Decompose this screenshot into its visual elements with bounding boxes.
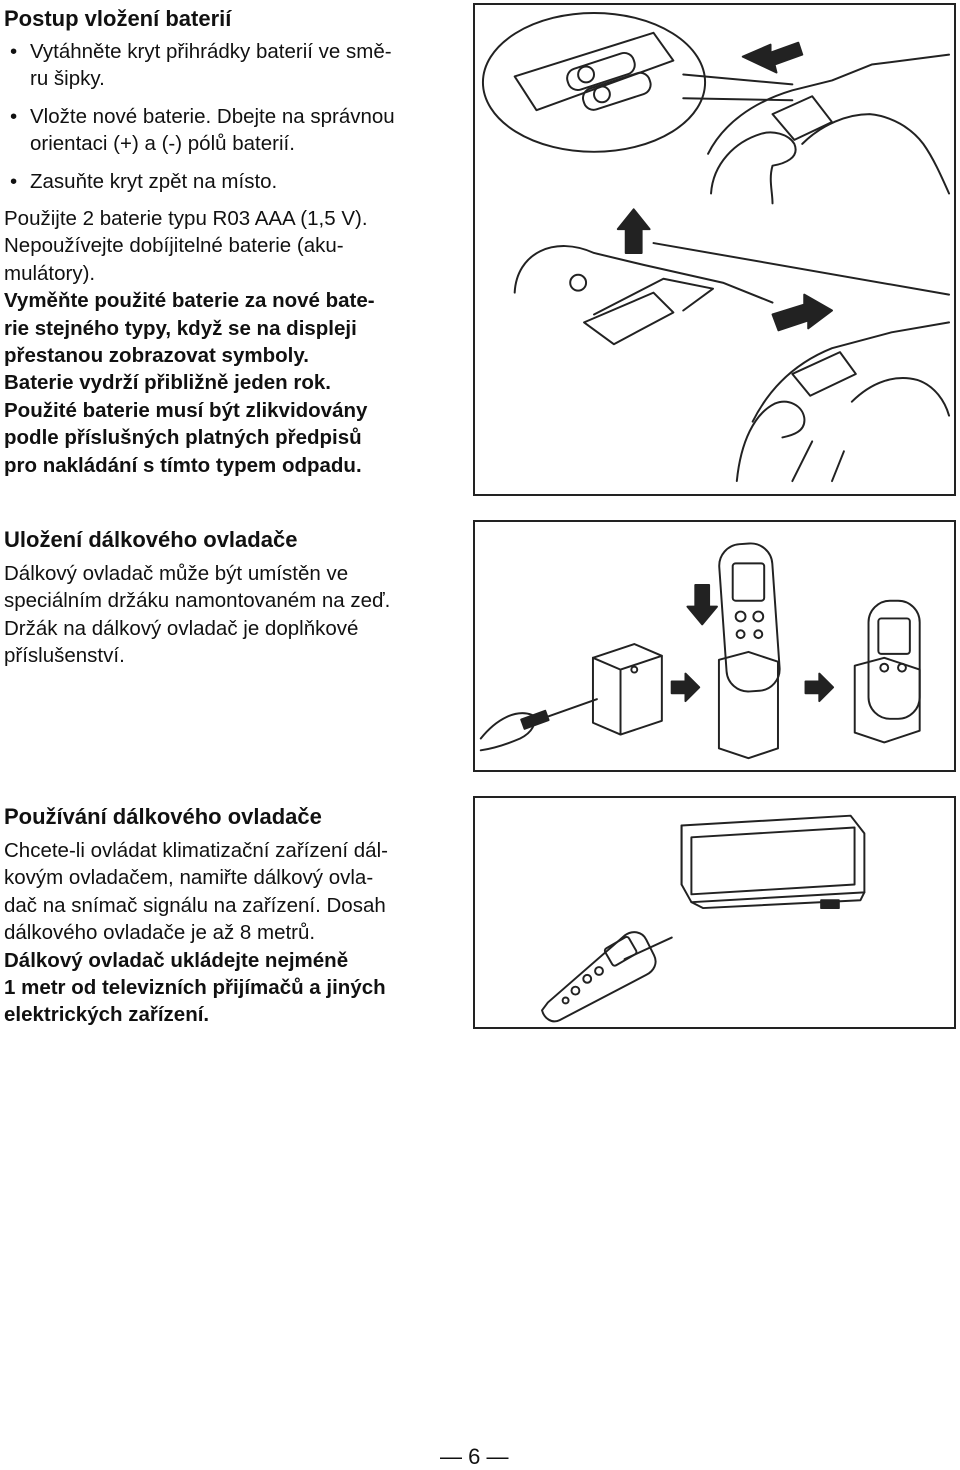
remote-outline [753, 322, 949, 421]
remote-icon [542, 932, 656, 1021]
battery-instructions: Použijte 2 baterie typu R03 AAA (1,5 V). Nepoužívejte dobíjitelné baterie (aku- mulátory). Vyměňte použité baterie za nové bate- rie stejného typy, když se na displeji přestanou zobrazovat symboly. Baterie vydrží přibližně jeden rok. Použité baterie musí být zlikvidovány podle příslušných platných předpisů pro nakládání s tímto typem odpadu. [4, 207, 375, 477]
battery-terminal [578, 67, 594, 83]
remote-outline [594, 279, 713, 315]
bullet-marker: • [10, 104, 18, 128]
usage-text: Chcete-li ovládat klimatizační zařízení dál- kovým ovladačem, namiřte dálkový ovla- dač na snímač signálu na zařízení. Dosah dálkového ovladače je až 8 metrů. Dálkový ovladač ukládejte nejméně 1 metr od televizních přijímačů a jiných elektrických zařízení. [4, 839, 388, 1027]
remote-usage-illustration [473, 796, 956, 1029]
remote-button [880, 664, 888, 672]
battery-section [4, 6, 452, 479]
wall-holder [719, 652, 778, 758]
hand-icon [852, 378, 949, 416]
arrow-icon [743, 43, 803, 73]
remote-button [753, 612, 763, 622]
remote-icon [718, 542, 781, 693]
list-item: • Vložte nové baterie. Dbejte na správnou orientaci (+) a (-) pólů baterií. [10, 104, 395, 156]
holder-section-title: Uložení dálkového ovladače [4, 527, 298, 552]
holder-section [4, 527, 452, 670]
arrow-icon [806, 674, 834, 702]
remote-button [595, 967, 603, 975]
remote-display [733, 563, 764, 600]
holder-text: Dálkový ovladač může být umístěn ve speciálním držáku namontovaném na zeď. Držák na dálkový ovladač je doplňkové příslušenství. [4, 562, 391, 668]
remote-display [604, 936, 638, 967]
indoor-unit-front [682, 826, 855, 895]
remote-button [563, 998, 569, 1004]
finger-lines [792, 441, 844, 481]
screw-hole [631, 667, 637, 673]
remote-button [571, 987, 579, 995]
remote-button [583, 975, 591, 983]
signal-receiver [821, 900, 839, 908]
usage-section [4, 804, 452, 1029]
arrow-icon [773, 295, 833, 331]
wall-holder [593, 644, 662, 735]
hand-icon [711, 132, 796, 203]
remote-cover [584, 293, 673, 345]
remote-button [736, 612, 746, 622]
battery-replacement-illustration [473, 3, 956, 496]
remote-button [754, 630, 762, 638]
hand-icon [737, 402, 805, 481]
remote-cover [792, 352, 855, 396]
remote-edge [654, 243, 950, 295]
battery-terminal [570, 275, 586, 291]
list-item: • Vytáhněte kryt přihrádky baterií ve smě- ru šipky. [10, 40, 392, 91]
wall-holder-edges [593, 656, 662, 735]
arrow-icon [618, 209, 650, 253]
usage-section-title: Používání dálkového ovladače [4, 804, 322, 829]
arrow-icon [672, 674, 700, 702]
hand-icon [515, 246, 773, 303]
remote-button [737, 630, 745, 638]
list-item: • Zasuňte kryt zpět na místo. [4, 168, 452, 195]
holder-mounting-illustration [473, 520, 956, 772]
hand-icon [802, 114, 949, 193]
battery-section-title: Postup vložení baterií [4, 6, 232, 31]
battery-terminal [594, 86, 610, 102]
magnifier-circle [483, 13, 705, 152]
remote-display [878, 618, 909, 653]
remote-outline [708, 55, 949, 154]
bullet-marker: • [10, 40, 18, 63]
page-number: — 6 — [440, 1444, 509, 1469]
arrow-icon [687, 585, 717, 624]
battery-steps-list [4, 38, 452, 195]
bullet-marker: • [10, 169, 18, 193]
